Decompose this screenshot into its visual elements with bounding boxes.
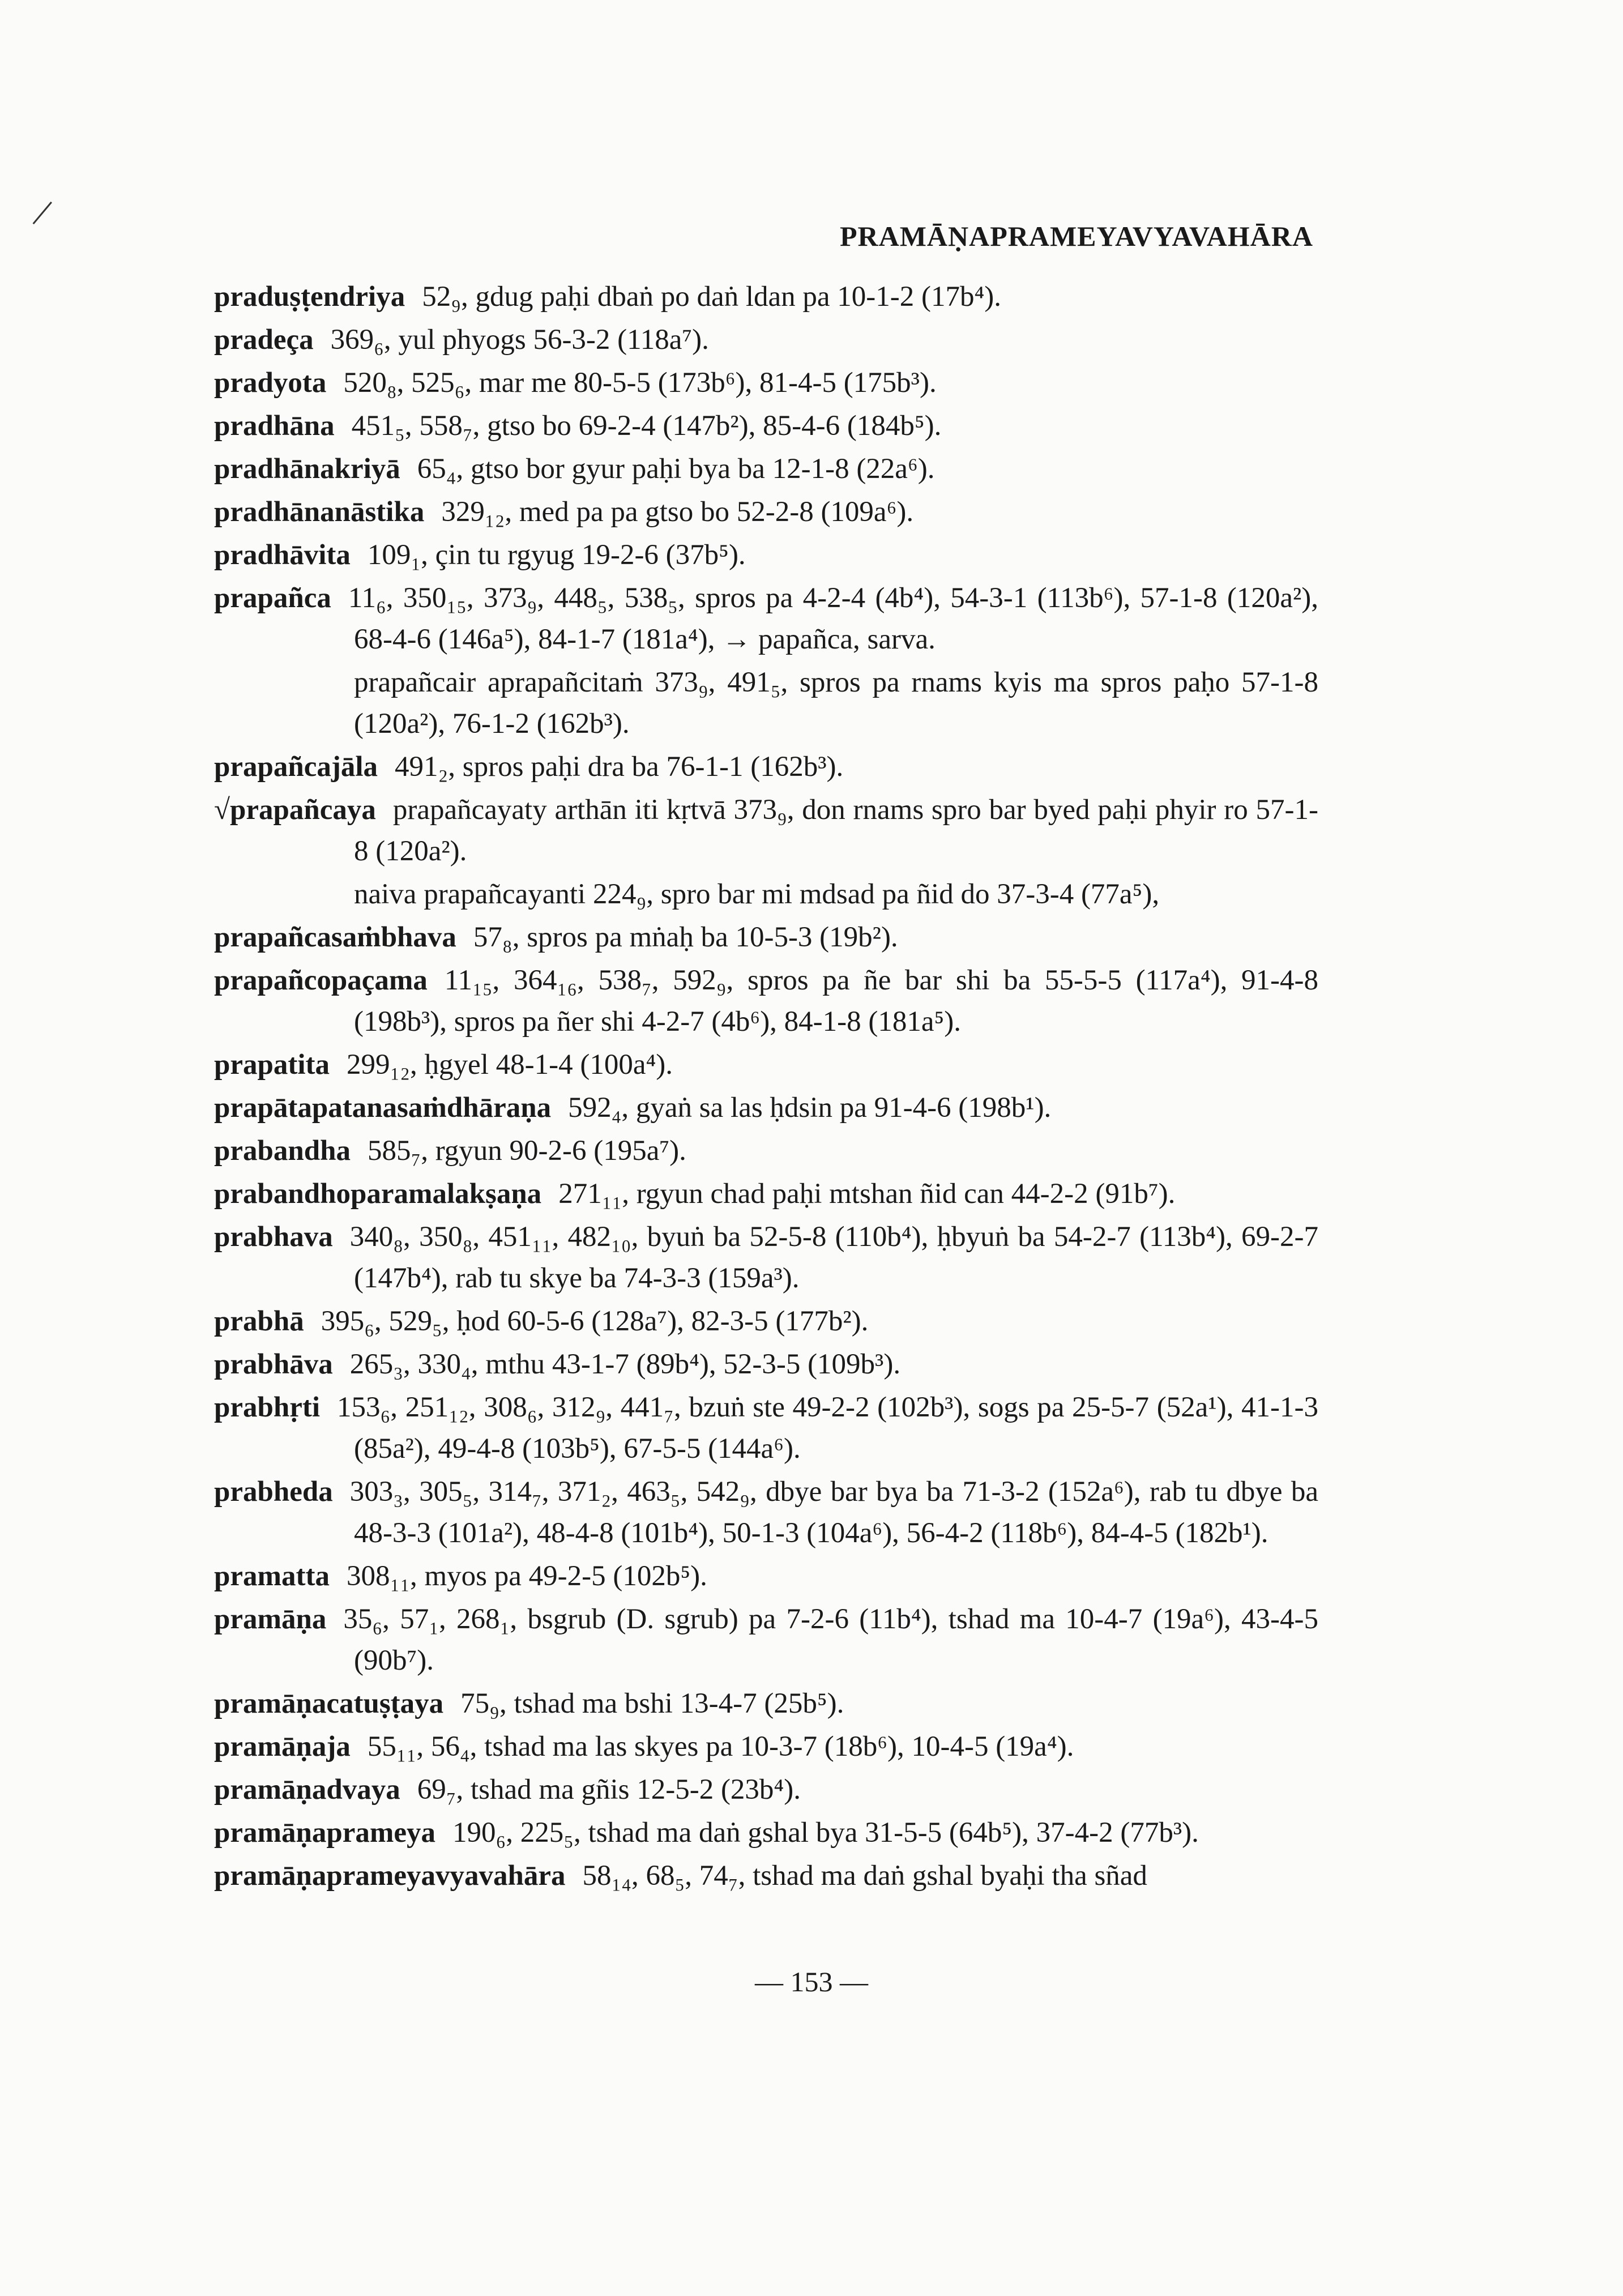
dictionary-entry: [214, 406, 1318, 447]
entry-references: 369₆, yul phyogs 56-3-2 (118a⁷).: [330, 324, 709, 356]
entry-headword: pramāṇaprameya: [214, 1817, 435, 1849]
entry-references: 308₁₁, myos pa 49-2-5 (102b⁵).: [346, 1560, 707, 1592]
entry-headword: pradyota: [214, 367, 327, 399]
dictionary-entry: [214, 1471, 1318, 1554]
margin-pencil-mark: [33, 202, 65, 234]
entry-headword: pramāṇaja: [214, 1731, 351, 1762]
dictionary-entry: [214, 319, 1318, 361]
dictionary-entry: [214, 1812, 1318, 1854]
entry-references: 340₈, 350₈, 451₁₁, 482₁₀, byuṅ ba 52-5-8 (110b⁴), ḥbyuṅ ba 54-2-7 (113b⁴), 69-2-7 (147b⁴), rab tu skye ba 74-3-3 (159a³).: [349, 1221, 1318, 1294]
entry-headword: prabhāva: [214, 1348, 333, 1380]
dictionary-entry: [214, 1726, 1318, 1768]
dictionary-entry: [214, 492, 1318, 533]
entry-references: 109₁, çin tu rgyug 19-2-6 (37b⁵).: [367, 539, 746, 571]
dictionary-entry: [214, 1173, 1318, 1215]
entry-references: 75₉, tshad ma bshi 13-4-7 (25b⁵).: [460, 1688, 844, 1719]
entry-headword: prabandha: [214, 1135, 351, 1167]
entry-references: 451₅, 558₇, gtso bo 69-2-4 (147b²), 85-4-6 (184b⁵).: [351, 410, 942, 442]
dictionary-entry: [214, 1855, 1318, 1897]
entry-headword: pramāṇa: [214, 1603, 327, 1635]
entry-headword: praduṣṭendriya: [214, 281, 405, 313]
entry-references: 520₈, 525₆, mar me 80-5-5 (173b⁶), 81-4-5 (175b³).: [343, 367, 937, 399]
entry-headword: prapañca: [214, 582, 331, 614]
dictionary-entry: [214, 449, 1318, 490]
entry-headword: prabhṛti: [214, 1392, 321, 1423]
entry-headword: prabheda: [214, 1476, 333, 1508]
entry-headword: pradeça: [214, 324, 314, 356]
entry-headword: prabandhoparamalakṣaṇa: [214, 1178, 542, 1210]
entry-references: 153₆, 251₁₂, 308₆, 312₉, 441₇, bzuṅ ste 49-2-2 (102b³), sogs pa 25-5-7 (52a¹), 41-1-3 (85a²), 49-4-8 (103b⁵), 67-5-5 (144a⁶).: [337, 1392, 1318, 1465]
dictionary-entry: [214, 276, 1318, 318]
entry-references: 11₁₅, 364₁₆, 538₇, 592₉, spros pa ñe bar shi ba 55-5-5 (117a⁴), 91-4-8 (198b³), spros pa ñer shi 4-2-7 (4b⁶), 84-1-8 (181a⁵).: [354, 965, 1318, 1038]
entry-headword: prabhava: [214, 1221, 333, 1253]
dictionary-entry: [214, 746, 1318, 788]
entry-headword: prapañcopaçama: [214, 965, 428, 996]
dictionary-entry: [214, 1556, 1318, 1597]
running-head: PRAMĀṆAPRAMEYAVYAVAHĀRA: [839, 220, 1313, 252]
entry-references: 299₁₂, ḥgyel 48-1-4 (100a⁴).: [347, 1049, 673, 1081]
dictionary-entry: [214, 960, 1318, 1043]
sub-entry: naiva prapañcayanti 224₉, spro bar mi mdsad pa ñid do 37-3-4 (77a⁵),: [354, 878, 1160, 910]
dictionary-entry: [214, 1683, 1318, 1725]
entry-headword: pramāṇacatuṣṭaya: [214, 1688, 444, 1719]
entry-references: 303₃, 305₅, 314₇, 371₂, 463₅, 542₉, dbye bar bya ba 71-3-2 (152a⁶), rab tu dbye ba 48-3-3 (101a²), 48-4-8 (101b⁴), 50-1-3 (104a⁶), 56-4-2 (118b⁶), 84-4-5 (182b¹).: [349, 1476, 1318, 1549]
entry-headword: prapātapatanasaṁdhāraṇa: [214, 1092, 552, 1124]
entry-references: 265₃, 330₄, mthu 43-1-7 (89b⁴), 52-3-5 (109b³).: [349, 1348, 901, 1380]
entry-references: 55₁₁, 56₄, tshad ma las skyes pa 10-3-7 (18b⁶), 10-4-5 (19a⁴).: [367, 1731, 1074, 1762]
entry-headword: √prapañcaya: [214, 794, 376, 826]
dictionary-entry: [214, 1087, 1318, 1129]
dictionary-entry: [214, 1387, 1318, 1470]
page-number: — 153 —: [755, 1966, 868, 1998]
entry-headword: prapatita: [214, 1049, 330, 1081]
entry-references: 65₄, gtso bor gyur paḥi bya ba 12-1-8 (22a⁶).: [417, 453, 935, 485]
dictionary-entry: [214, 1599, 1318, 1682]
entry-headword: pradhānanāstika: [214, 496, 425, 528]
entry-references: 329₁₂, med pa pa gtso bo 52-2-8 (109a⁶).: [441, 496, 914, 528]
entry-references: 592₄, gyaṅ sa las ḥdsin pa 91-4-6 (198b¹).: [568, 1092, 1052, 1124]
dictionary-entry: [214, 1044, 1318, 1086]
entry-references: 52₉, gdug paḥi dbaṅ po daṅ ldan pa 10-1-2 (17b⁴).: [422, 281, 1001, 313]
dictionary-entry: [214, 578, 1318, 660]
entry-headword: pradhāna: [214, 410, 335, 442]
dictionary-entry: [214, 1217, 1318, 1299]
entry-references: 271₁₁, rgyun chad paḥi mtshan ñid can 44-2-2 (91b⁷).: [558, 1178, 1176, 1210]
entry-references: 57₈, spros pa mṅaḥ ba 10-5-3 (19b²).: [473, 921, 898, 953]
entry-references: 190₆, 225₅, tshad ma daṅ gshal bya 31-5-5 (64b⁵), 37-4-2 (77b³).: [452, 1817, 1199, 1849]
dictionary-entry: [214, 1130, 1318, 1172]
entry-headword: pradhāvita: [214, 539, 351, 571]
entry-headword: pramāṇaprameyavyavahāra: [214, 1860, 566, 1892]
dictionary-entry: [214, 917, 1318, 958]
entry-references: 491₂, spros paḥi dra ba 76-1-1 (162b³).: [395, 751, 844, 783]
entry-references: prapañcayaty arthān iti kṛtvā 373₉, don rnams spro bar byed paḥi phyir ro 57-1-8 (120a²).: [354, 794, 1318, 867]
entry-headword: pramāṇadvaya: [214, 1774, 400, 1806]
dictionary-entry: [214, 789, 1318, 872]
entry-references: 69₇, tshad ma gñis 12-5-2 (23b⁴).: [417, 1774, 801, 1806]
entry-references: 35₆, 57₁, 268₁, bsgrub (D. sgrub) pa 7-2-6 (11b⁴), tshad ma 10-4-7 (19a⁶), 43-4-5 (90b⁷).: [343, 1603, 1318, 1676]
entry-headword: pradhānakriyā: [214, 453, 400, 485]
dictionary-entry: [214, 362, 1318, 404]
entry-headword: prapañcajāla: [214, 751, 378, 783]
entry-references: 395₆, 529₅, ḥod 60-5-6 (128a⁷), 82-3-5 (177b²).: [321, 1305, 869, 1337]
entry-list: [214, 276, 1318, 1898]
entry-references: 585₇, rgyun 90-2-6 (195a⁷).: [367, 1135, 686, 1167]
dictionary-entry: [214, 535, 1318, 576]
entry-references: 58₁₄, 68₅, 74₇, tshad ma daṅ gshal byaḥi tha sñad: [582, 1860, 1147, 1892]
entry-headword: prabhā: [214, 1305, 304, 1337]
entry-headword: prapañcasaṁbhava: [214, 921, 456, 953]
dictionary-entry: [214, 1301, 1318, 1342]
dictionary-entry: [214, 1344, 1318, 1385]
sub-entry: prapañcair aprapañcitaṁ 373₉, 491₅, spros pa rnams kyis ma spros paḥo 57-1-8 (120a²), 76-1-2 (162b³).: [354, 667, 1318, 740]
entry-headword: pramatta: [214, 1560, 330, 1592]
dictionary-entry: [214, 1769, 1318, 1811]
entry-references: 11₆, 350₁₅, 373₉, 448₅, 538₅, spros pa 4-2-4 (4b⁴), 54-3-1 (113b⁶), 57-1-8 (120a²), 68-4-6 (146a⁵), 84-1-7 (181a⁴), → papañca, sarva.: [348, 582, 1318, 655]
